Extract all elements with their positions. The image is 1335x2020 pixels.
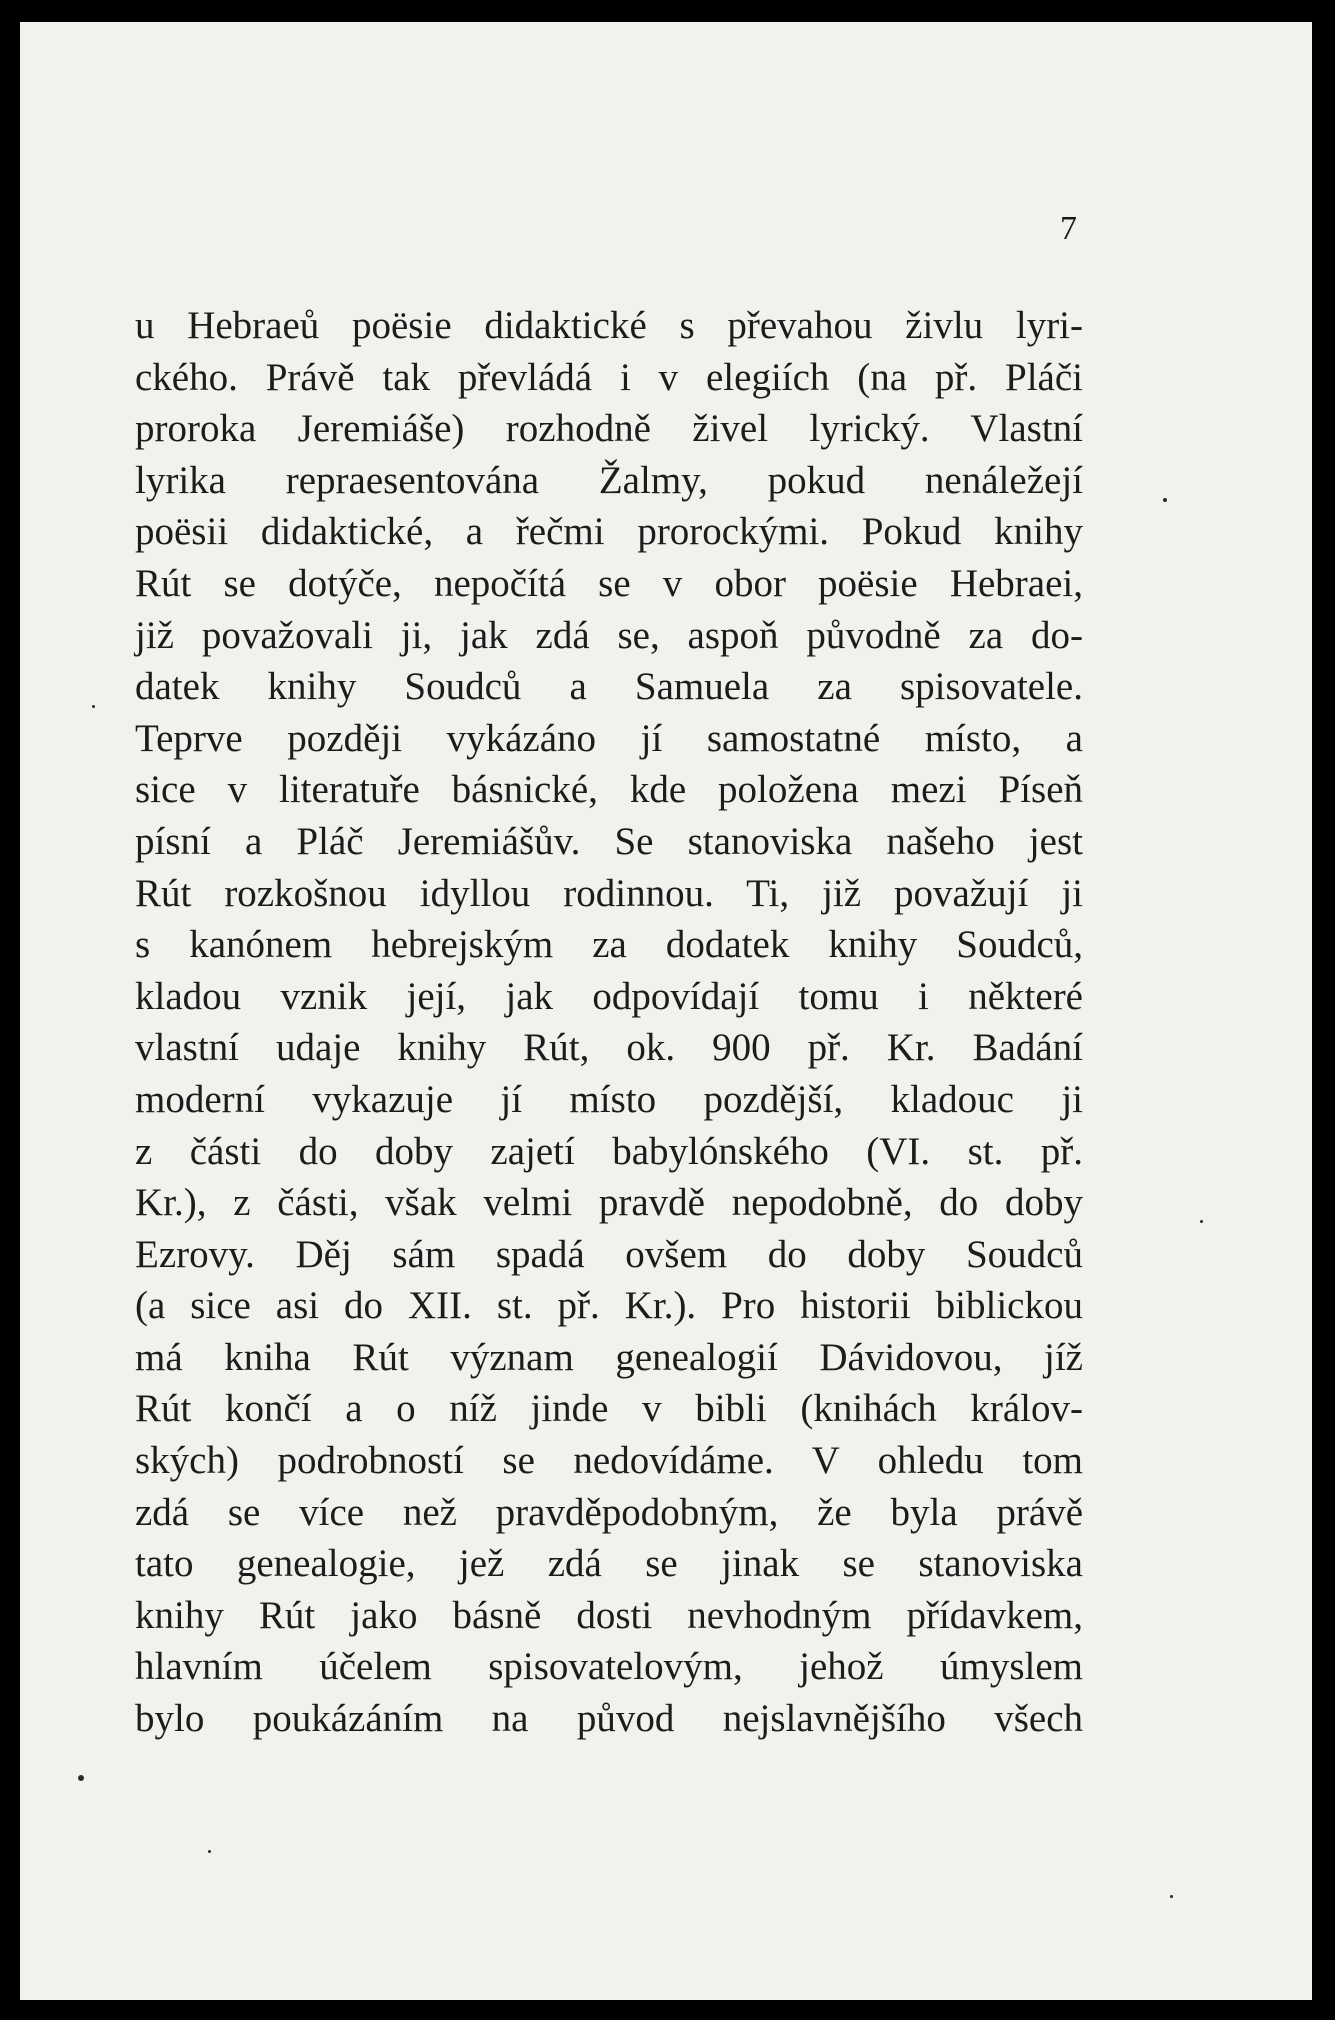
scan-speck — [92, 705, 95, 708]
text-line: proroka Jeremiáše) rozhodně živel lyrický. Vlastní — [135, 407, 1083, 451]
text-line: tato genealogie, jež zdá se jinak se stanoviska — [135, 1542, 1083, 1586]
text-line: kladou vznik její, jak odpovídají tomu i některé — [135, 974, 1083, 1018]
text-line: zdá se více než pravděpodobným, že byla právě — [135, 1490, 1083, 1534]
text-line: u Hebraeů poësie didaktické s převahou živlu lyri- — [135, 304, 1083, 347]
scan-speck — [78, 1775, 84, 1781]
text-line: lyrika repraesentována Žalmy, pokud nenáležejí — [135, 458, 1083, 502]
text-line: písní a Pláč Jeremiášův. Se stanoviska našeho jest — [135, 819, 1083, 863]
text-line: sice v literatuře básnické, kde položena mezi Píseň — [135, 768, 1083, 812]
page-number: 7 — [1060, 210, 1077, 247]
scan-speck — [1170, 1895, 1173, 1898]
text-line: Kr.), z části, však velmi pravdě nepodobně, do doby — [135, 1181, 1083, 1225]
text-line: z části do doby zajetí babylónského (VI. st. př. — [135, 1129, 1083, 1173]
text-line: má kniha Rút význam genealogií Dávidovou, jíž — [135, 1335, 1083, 1379]
text-line: (a sice asi do XII. st. př. Kr.). Pro historii biblickou — [135, 1284, 1083, 1328]
text-line: Rút rozkošnou idyllou rodinnou. Ti, již považují ji — [135, 871, 1083, 915]
text-line: datek knihy Soudců a Samuela za spisovatele. — [135, 665, 1083, 709]
text-line: Ezrovy. Děj sám spadá ovšem do doby Soudců — [135, 1232, 1083, 1276]
text-line: Rút se dotýče, nepočítá se v obor poësie Hebraei, — [135, 561, 1083, 605]
text-line: knihy Rút jako básně dosti nevhodným přídavkem, — [135, 1593, 1083, 1637]
text-line: ských) podrobností se nedovídáme. V ohledu tom — [135, 1439, 1083, 1483]
text-line: poësii didaktické, a řečmi prorockými. Pokud knihy — [135, 510, 1083, 554]
text-line: již považovali ji, jak zdá se, aspoň původně za do- — [135, 613, 1083, 657]
text-line: hlavním účelem spisovatelovým, jehož úmyslem — [135, 1645, 1083, 1689]
text-line: moderní vykazuje jí místo pozdější, kladouc ji — [135, 1077, 1083, 1121]
body-text — [135, 300, 1083, 1745]
book-page — [20, 22, 1312, 2000]
text-line: vlastní udaje knihy Rút, ok. 900 př. Kr. Badání — [135, 1026, 1083, 1070]
text-line: ckého. Právě tak převládá i v elegiích (na př. Pláči — [135, 355, 1083, 399]
scan-speck — [208, 1850, 211, 1853]
text-line: Teprve později vykázáno jí samostatné místo, a — [135, 716, 1083, 760]
text-line: s kanónem hebrejským za dodatek knihy Soudců, — [135, 923, 1083, 967]
text-line: Rút končí a o níž jinde v bibli (knihách králov- — [135, 1387, 1083, 1431]
scan-speck — [1163, 498, 1167, 502]
scan-speck — [1200, 1220, 1203, 1223]
text-line last: bylo poukázáním na původ nejslavnějšího všech — [135, 1697, 1083, 1741]
